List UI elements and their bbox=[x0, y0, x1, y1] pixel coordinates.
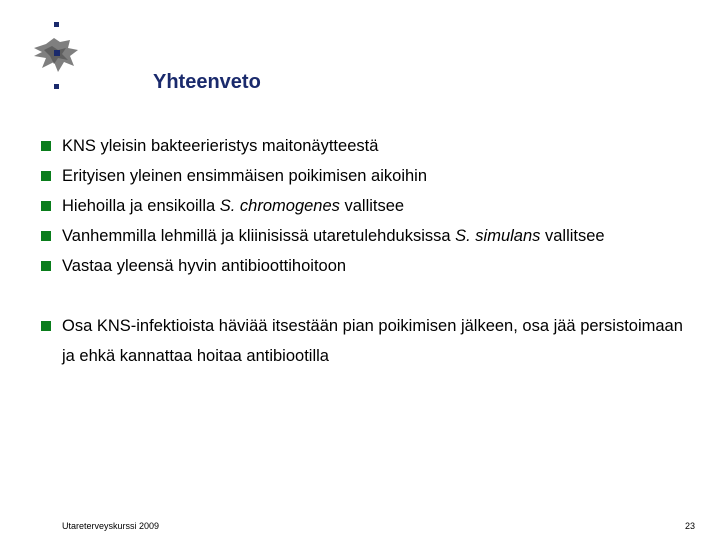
bullet-square-icon bbox=[41, 201, 51, 211]
bullet-square-icon bbox=[41, 261, 51, 271]
bullet-text: S. simulans bbox=[455, 227, 541, 245]
bullet-text: S. chromogenes bbox=[219, 197, 340, 215]
bullet-text: Vastaa yleensä hyvin antibioottihoitoon bbox=[62, 257, 347, 275]
bullet-list bbox=[40, 131, 700, 371]
slide-title: Yhteenveto bbox=[153, 71, 261, 93]
bullet-text: Hiehoilla ja ensikoilla bbox=[62, 197, 220, 215]
bullet-text: Osa KNS-infektioista häviää itsestään pian poikimisen jälkeen, osa jää persistoimaan ja ehkä kannattaa hoitaa antibiootilla bbox=[62, 317, 683, 365]
bullet-square-icon bbox=[41, 231, 51, 241]
footer-page-number: 23 bbox=[684, 521, 695, 531]
university-helsinki-logo bbox=[24, 20, 90, 96]
bullet-text: Vanhemmilla lehmillä ja kliinisissä utaretulehduksissa bbox=[62, 227, 456, 245]
bullet-text: Erityisen yleinen ensimmäisen poikimisen aikoihin bbox=[62, 167, 427, 185]
bullet-item bbox=[40, 161, 700, 191]
bullet-item bbox=[40, 221, 700, 251]
footer-course-name: Utareterveyskurssi 2009 bbox=[62, 521, 160, 531]
bullet-text: vallitsee bbox=[540, 227, 605, 245]
bullet-item bbox=[40, 311, 700, 371]
bullet-square-icon bbox=[41, 321, 51, 331]
bullet-item bbox=[40, 191, 700, 221]
bullet-text: vallitsee bbox=[339, 197, 405, 215]
bullet-text: KNS yleisin bakteerieristys maitonäytteestä bbox=[62, 137, 379, 155]
bullet-square-icon bbox=[41, 141, 51, 151]
bullet-item bbox=[40, 131, 700, 161]
bullet-item bbox=[40, 251, 700, 281]
bullet-square-icon bbox=[41, 171, 51, 181]
